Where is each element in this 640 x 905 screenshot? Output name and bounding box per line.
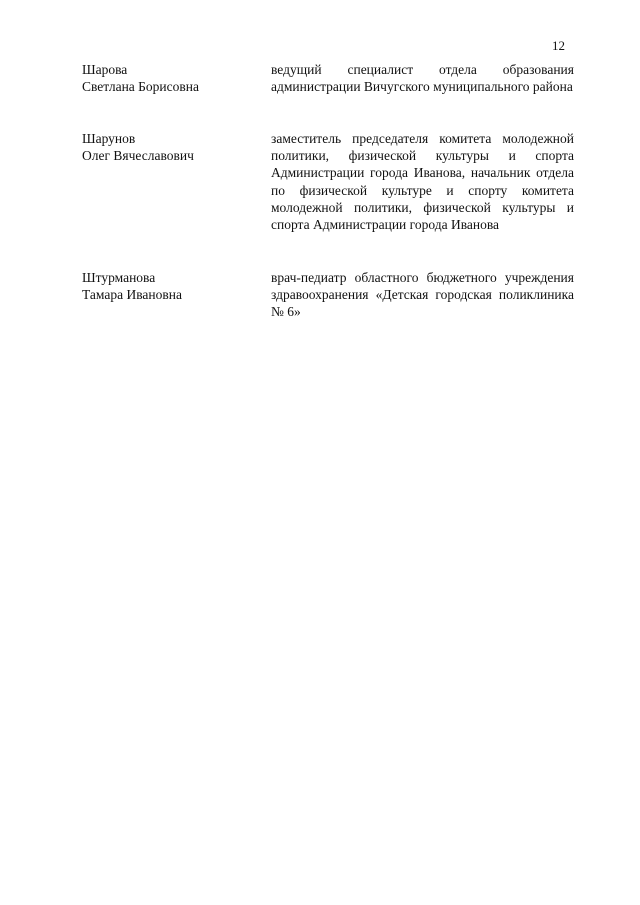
person-position: врач-педиатр областного бюджетного учреждения здравоохранения «Детская городская поликлиника № 6»: [271, 270, 574, 320]
person-surname: Шарова: [82, 62, 128, 77]
person-name: [82, 61, 257, 95]
person-position: заместитель председателя комитета молодежной политики, физической культуры и спорта Администрации города Иванова, начальник отдела по физической культуре и спорту комитета молодежной политики, физической культуры и спорта Администрации города Иванова: [271, 131, 574, 233]
person-position: ведущий специалист отдела образования администрации Вичугского муниципального района: [271, 62, 574, 95]
person-name: [82, 130, 257, 164]
person-given-names: Светлана Борисовна: [82, 79, 199, 95]
person-given-names: Олег Вячеславович: [82, 148, 194, 164]
person-name: [82, 269, 257, 303]
person-given-names: Тамара Ивановна: [82, 287, 182, 303]
page-number: 12: [552, 38, 565, 53]
person-surname: Штурманова: [82, 270, 156, 285]
person-surname: Шарунов: [82, 131, 136, 146]
